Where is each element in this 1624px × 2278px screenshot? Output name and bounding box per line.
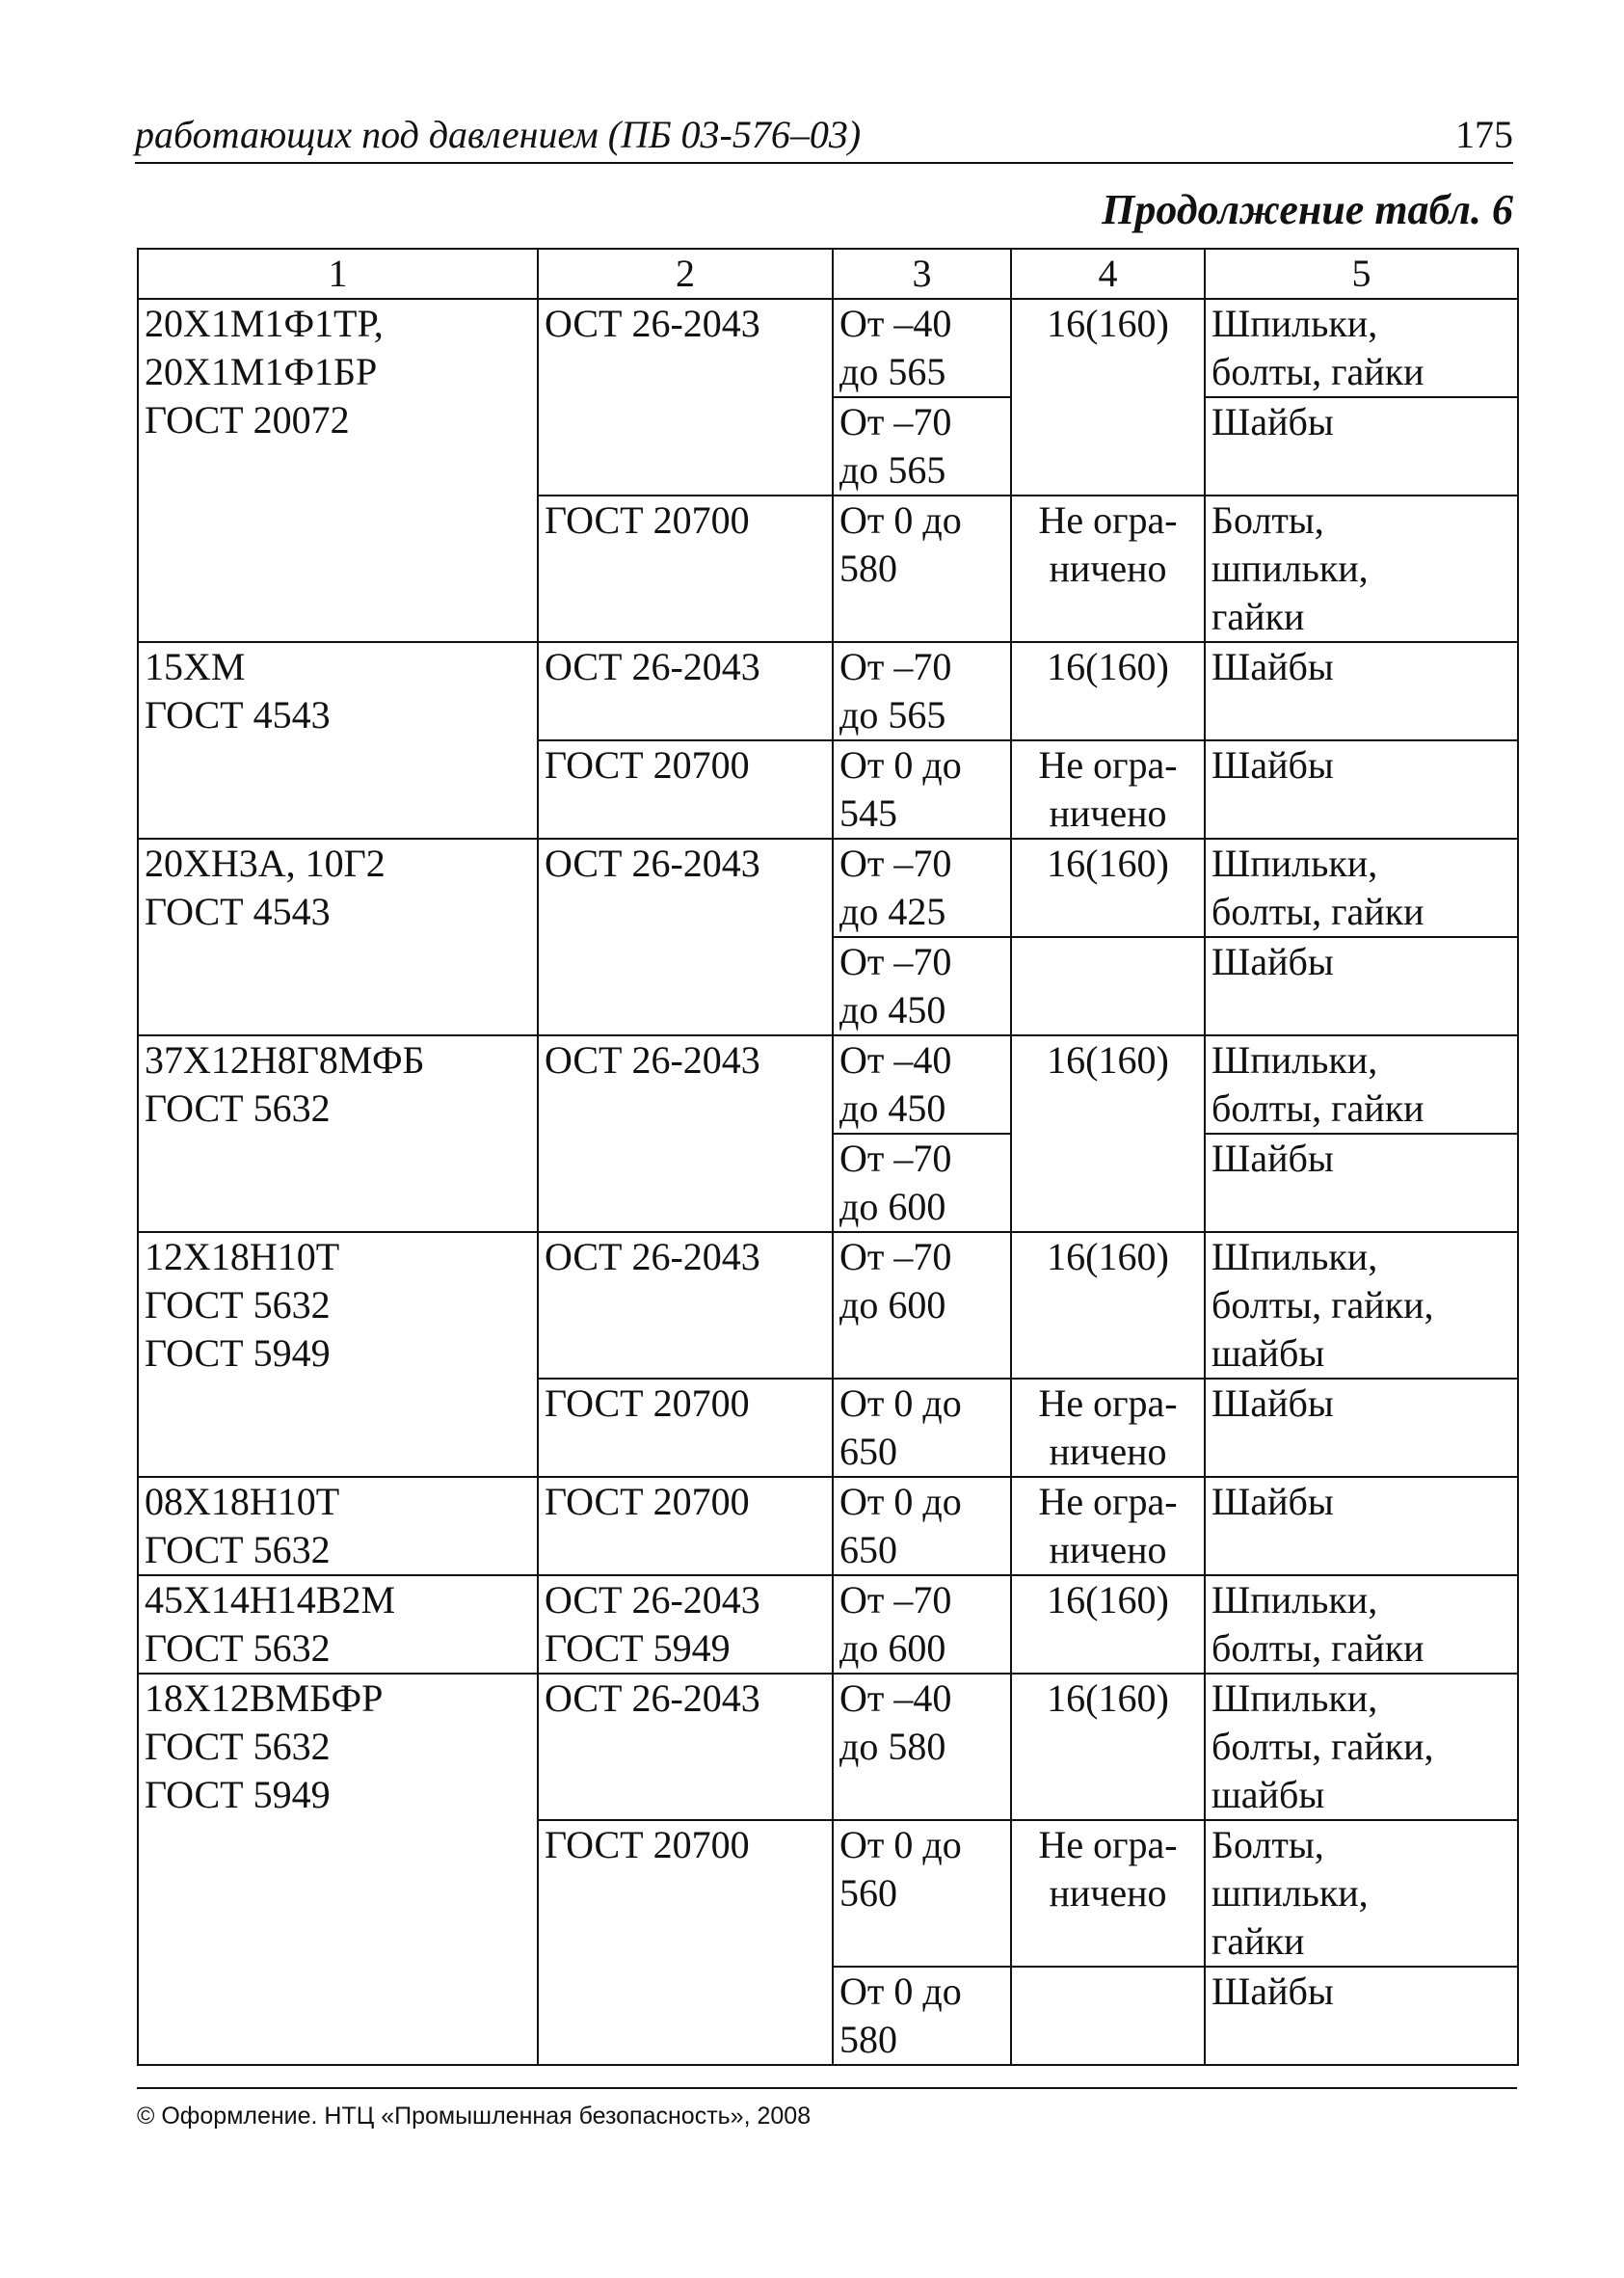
cell-line: до 580 [839, 1725, 946, 1768]
table-row [138, 1674, 1518, 1820]
cell-line: шпильки, [1211, 1871, 1369, 1915]
cell-line: 650 [839, 1528, 897, 1571]
cell-temperature [833, 1232, 1011, 1379]
cell-line: до 565 [839, 350, 946, 393]
cell-line: Не огра- [1038, 1381, 1178, 1425]
cell-line: Шайбы [1211, 645, 1334, 688]
cell-line: От –40 [839, 1038, 952, 1082]
cell-line: Шайбы [1211, 743, 1334, 787]
cell-temperature [833, 1967, 1011, 2065]
cell-pressure [1011, 299, 1205, 496]
cell-line: От 0 до [839, 1381, 962, 1425]
cell-line: От 0 до [839, 1823, 962, 1866]
cell-line: ГОСТ 5632 [145, 1528, 331, 1571]
cell-line: От –70 [839, 1137, 952, 1180]
cell-line: болты, гайки, [1211, 1725, 1434, 1768]
cell-line: ГОСТ 20700 [545, 743, 750, 787]
table-row [138, 299, 1518, 397]
cell-material [138, 1674, 538, 2065]
cell-standard [538, 642, 833, 740]
cell-line: ГОСТ 20072 [145, 398, 350, 442]
running-head [135, 108, 1513, 164]
cell-line: ГОСТ 5949 [145, 1331, 331, 1375]
table-row [138, 839, 1518, 937]
cell-line: до 600 [839, 1185, 946, 1228]
cell-parts [1205, 496, 1518, 642]
cell-line: шпильки, [1211, 547, 1369, 590]
cell-line: От –70 [839, 940, 952, 983]
cell-temperature [833, 1477, 1011, 1575]
cell-line: ГОСТ 20700 [545, 498, 750, 542]
cell-material [138, 839, 538, 1035]
cell-line: 560 [839, 1871, 897, 1915]
cell-line: 16(160) [1047, 645, 1169, 688]
cell-line: ОСТ 26-2043 [545, 842, 760, 885]
cell-line: ГОСТ 5949 [545, 1626, 731, 1670]
cell-line: От 0 до [839, 498, 962, 542]
cell-line: ничено [1049, 791, 1167, 835]
cell-parts [1205, 1379, 1518, 1477]
cell-line: 20Х1М1Ф1ТР, [145, 302, 384, 345]
cell-line: ГОСТ 20700 [545, 1381, 750, 1425]
cell-standard [538, 1232, 833, 1379]
cell-line: ничено [1049, 1528, 1167, 1571]
cell-pressure [1011, 496, 1205, 642]
cell-line: шайбы [1211, 1331, 1325, 1375]
cell-line: Шайбы [1211, 1970, 1334, 2013]
cell-line: до 600 [839, 1283, 946, 1327]
cell-pressure [1011, 1232, 1205, 1379]
cell-line: ГОСТ 5632 [145, 1626, 331, 1670]
cell-line: ГОСТ 4543 [145, 890, 331, 933]
cell-line: От –70 [839, 1578, 952, 1621]
cell-temperature [833, 1134, 1011, 1232]
cell-standard [538, 1674, 833, 1820]
table-caption: Продолжение табл. 6 [1102, 186, 1513, 233]
cell-line: От –70 [839, 645, 952, 688]
cell-line: Шпильки, [1211, 1235, 1378, 1278]
cell-pressure [1011, 937, 1205, 1035]
cell-line: шайбы [1211, 1773, 1325, 1816]
cell-line: 16(160) [1047, 302, 1169, 345]
table-row [138, 1035, 1518, 1134]
cell-line: 12Х18Н10Т [145, 1235, 340, 1278]
cell-line: до 565 [839, 448, 946, 492]
cell-standard [538, 740, 833, 839]
cell-line: ОСТ 26-2043 [545, 1578, 760, 1621]
cell-parts [1205, 299, 1518, 397]
cell-line: От –40 [839, 1676, 952, 1720]
cell-line: ГОСТ 5632 [145, 1283, 331, 1327]
cell-line: до 425 [839, 890, 946, 933]
cell-temperature [833, 839, 1011, 937]
cell-parts [1205, 937, 1518, 1035]
cell-temperature [833, 1379, 1011, 1477]
cell-standard [538, 299, 833, 496]
column-header: 4 [1011, 249, 1205, 299]
cell-standard [538, 1575, 833, 1674]
table-row [138, 1575, 1518, 1674]
table-row [138, 642, 1518, 740]
cell-line: до 450 [839, 988, 946, 1032]
cell-line: болты, гайки [1211, 890, 1424, 933]
cell-line: 580 [839, 2018, 897, 2061]
cell-line: Не огра- [1038, 1480, 1178, 1523]
cell-line: Шайбы [1211, 400, 1334, 443]
cell-line: От –70 [839, 1235, 952, 1278]
cell-line: Болты, [1211, 498, 1324, 542]
cell-line: ОСТ 26-2043 [545, 302, 760, 345]
cell-standard [538, 1820, 833, 2065]
cell-pressure [1011, 740, 1205, 839]
cell-line: 45Х14Н14В2М [145, 1578, 396, 1621]
column-header: 1 [138, 249, 538, 299]
cell-standard [538, 1035, 833, 1232]
cell-line: 580 [839, 547, 897, 590]
cell-pressure [1011, 1967, 1205, 2065]
cell-material [138, 1477, 538, 1575]
column-header: 3 [833, 249, 1011, 299]
page-number: 175 [1455, 113, 1513, 156]
cell-temperature [833, 1575, 1011, 1674]
cell-line: От –40 [839, 302, 952, 345]
cell-temperature [833, 937, 1011, 1035]
cell-line: болты, гайки [1211, 1626, 1424, 1670]
cell-parts [1205, 1967, 1518, 2065]
cell-pressure [1011, 1035, 1205, 1232]
cell-line: болты, гайки, [1211, 1283, 1434, 1327]
cell-temperature [833, 642, 1011, 740]
cell-line: ГОСТ 20700 [545, 1480, 750, 1523]
cell-line: 16(160) [1047, 1578, 1169, 1621]
cell-line: Шайбы [1211, 1480, 1334, 1523]
cell-line: до 600 [839, 1626, 946, 1670]
running-title: работающих под давлением (ПБ 03-576–03) [135, 113, 862, 156]
cell-pressure [1011, 642, 1205, 740]
cell-line: От –70 [839, 400, 952, 443]
table-header-row [138, 249, 1518, 299]
cell-line: ОСТ 26-2043 [545, 645, 760, 688]
cell-line: Шпильки, [1211, 1676, 1378, 1720]
cell-parts [1205, 397, 1518, 496]
cell-parts [1205, 642, 1518, 740]
cell-line: Шайбы [1211, 1137, 1334, 1180]
cell-material [138, 1232, 538, 1477]
cell-pressure [1011, 1379, 1205, 1477]
cell-pressure [1011, 1820, 1205, 1967]
cell-line: От 0 до [839, 1480, 962, 1523]
cell-line: 15ХМ [145, 645, 246, 688]
cell-parts [1205, 1134, 1518, 1232]
cell-line: Шайбы [1211, 1381, 1334, 1425]
cell-line: гайки [1211, 1919, 1305, 1963]
cell-line: до 565 [839, 693, 946, 737]
cell-line: ничено [1049, 1871, 1167, 1915]
materials-table [137, 248, 1519, 2066]
cell-line: 20ХН3А, 10Г2 [145, 842, 386, 885]
table-row [138, 1477, 1518, 1575]
cell-standard [538, 1477, 833, 1575]
cell-line: Болты, [1211, 1823, 1324, 1866]
cell-standard [538, 496, 833, 642]
table-row [138, 1232, 1518, 1379]
cell-line: ОСТ 26-2043 [545, 1235, 760, 1278]
cell-line: ОСТ 26-2043 [545, 1676, 760, 1720]
cell-material [138, 299, 538, 642]
cell-pressure [1011, 1575, 1205, 1674]
cell-parts [1205, 1575, 1518, 1674]
cell-line: 16(160) [1047, 1235, 1169, 1278]
cell-line: ОСТ 26-2043 [545, 1038, 760, 1082]
cell-line: 08Х18Н10Т [145, 1480, 340, 1523]
cell-line: От 0 до [839, 743, 962, 787]
cell-parts [1205, 740, 1518, 839]
cell-line: ГОСТ 5949 [145, 1773, 331, 1816]
cell-line: 650 [839, 1430, 897, 1473]
cell-line: От 0 до [839, 1970, 962, 2013]
cell-line: 16(160) [1047, 842, 1169, 885]
cell-line: 545 [839, 791, 897, 835]
cell-line: 37Х12Н8Г8МФБ [145, 1038, 425, 1082]
column-header: 2 [538, 249, 833, 299]
cell-parts [1205, 839, 1518, 937]
cell-line: до 450 [839, 1086, 946, 1130]
cell-material [138, 1575, 538, 1674]
copyright-footer: © Оформление. НТЦ «Промышленная безопасность», 2008 [137, 2103, 812, 2130]
cell-parts [1205, 1820, 1518, 1967]
cell-line: Не огра- [1038, 743, 1178, 787]
cell-line: 16(160) [1047, 1038, 1169, 1082]
cell-line: ничено [1049, 1430, 1167, 1473]
cell-temperature [833, 740, 1011, 839]
cell-line: болты, гайки [1211, 1086, 1424, 1130]
cell-line: гайки [1211, 595, 1305, 638]
cell-standard [538, 1379, 833, 1477]
cell-line: Не огра- [1038, 498, 1178, 542]
cell-temperature [833, 1674, 1011, 1820]
cell-temperature [833, 299, 1011, 397]
cell-pressure [1011, 1674, 1205, 1820]
cell-temperature [833, 1820, 1011, 1967]
cell-line: Шпильки, [1211, 1578, 1378, 1621]
cell-pressure [1011, 1477, 1205, 1575]
cell-standard [538, 839, 833, 1035]
cell-line: Шпильки, [1211, 842, 1378, 885]
cell-line: Шпильки, [1211, 302, 1378, 345]
cell-temperature [833, 496, 1011, 642]
cell-parts [1205, 1035, 1518, 1134]
cell-line: ничено [1049, 547, 1167, 590]
cell-parts [1205, 1232, 1518, 1379]
cell-line: ГОСТ 4543 [145, 693, 331, 737]
cell-line: Шайбы [1211, 940, 1334, 983]
cell-parts [1205, 1477, 1518, 1575]
cell-temperature [833, 1035, 1011, 1134]
cell-parts [1205, 1674, 1518, 1820]
cell-pressure [1011, 839, 1205, 937]
cell-line: 18Х12ВМБФР [145, 1676, 384, 1720]
cell-line: От –70 [839, 842, 952, 885]
cell-line: Не огра- [1038, 1823, 1178, 1866]
cell-line: Шпильки, [1211, 1038, 1378, 1082]
column-header: 5 [1205, 249, 1518, 299]
cell-line: ГОСТ 20700 [545, 1823, 750, 1866]
footer-rule [137, 2087, 1517, 2089]
cell-line: ГОСТ 5632 [145, 1086, 331, 1130]
cell-temperature [833, 397, 1011, 496]
cell-material [138, 642, 538, 839]
cell-line: ГОСТ 5632 [145, 1725, 331, 1768]
cell-line: 20Х1М1Ф1БР [145, 350, 378, 393]
cell-material [138, 1035, 538, 1232]
cell-line: болты, гайки [1211, 350, 1424, 393]
cell-line: 16(160) [1047, 1676, 1169, 1720]
